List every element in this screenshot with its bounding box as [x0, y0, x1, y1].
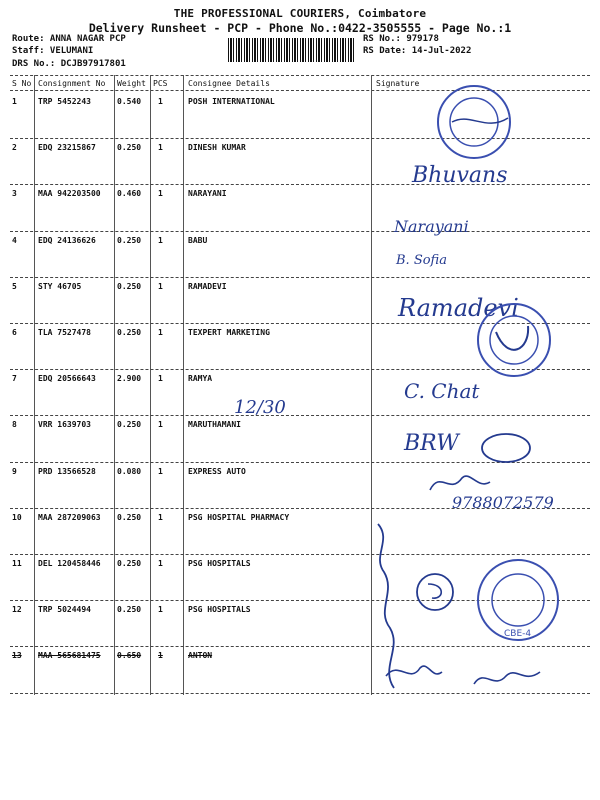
cell-sno: 3: [12, 189, 17, 199]
cell-sno: 4: [12, 235, 17, 245]
signature-row-4: B. Sofia: [396, 253, 447, 268]
cell-pcs: 1: [158, 281, 163, 291]
column-header-signature: Signature: [376, 79, 420, 88]
cell-pcs: 1: [158, 189, 163, 199]
cell-consignment-no: DEL 120458446: [38, 559, 101, 568]
cell-consignment-no: VRR 1639703: [38, 420, 91, 430]
cell-weight: 0.650: [117, 651, 142, 661]
cell-consignee: PSG HOSPITALS: [188, 605, 251, 615]
cell-consignee: BABU: [188, 235, 208, 245]
cell-pcs: 1: [158, 512, 163, 522]
cell-consignment-no: TRP 5452243: [38, 97, 91, 106]
signature-row-3: Narayani: [394, 217, 469, 236]
column-header-pcs: PCS: [153, 79, 168, 88]
cell-consignment-no: TRP 5024494: [38, 605, 91, 615]
cell-pcs: 1: [158, 374, 163, 384]
stamp-city-text: CBE-4: [504, 629, 532, 639]
cell-weight: 0.250: [117, 605, 142, 615]
cell-weight: 2.900: [117, 374, 142, 384]
cell-sno: 2: [12, 143, 17, 153]
cell-consignment-no: MAA 942203500: [38, 189, 101, 199]
cell-weight: 0.250: [117, 512, 142, 522]
cell-consignee: DINESH KUMAR: [188, 143, 246, 153]
cell-sno: 13: [12, 651, 22, 661]
cell-weight: 0.250: [117, 420, 142, 430]
cell-consignment-no: EDQ 20566643: [38, 374, 96, 384]
signature-row-2: Bhuvans: [412, 163, 508, 188]
column-header-consignee: Consignee Details: [188, 79, 270, 88]
cell-pcs: 1: [158, 605, 163, 615]
cell-sno: 1: [12, 97, 17, 106]
staff-label: Staff: VELUMANI: [12, 46, 94, 56]
cell-consignment-no: EDQ 23215867: [38, 143, 96, 153]
cell-consignee: PSG HOSPITAL PHARMACY: [188, 512, 290, 522]
cell-weight: 0.250: [117, 328, 142, 337]
drs-number: DRS No.: DCJB97917801: [12, 59, 126, 69]
cell-consignee: NARAYANI: [188, 189, 227, 199]
cell-consignee: POSH INTERNATIONAL: [188, 97, 275, 106]
cell-pcs: 1: [158, 651, 163, 661]
column-header-sno: S No: [12, 79, 32, 88]
cell-pcs: 1: [158, 143, 163, 153]
signature-row-8: BRW: [404, 431, 459, 456]
cell-sno: 9: [12, 466, 17, 476]
column-header-weight: Weight: [117, 79, 146, 88]
column-header-consignment: Consignment No: [38, 79, 106, 88]
cell-consignee: EXPRESS AUTO: [188, 466, 246, 476]
cell-consignment-no: TLA 7527478: [38, 328, 91, 337]
cell-sno: 10: [12, 512, 22, 522]
cell-pcs: 1: [158, 466, 163, 476]
cell-consignment-no: STY 46705: [38, 281, 82, 291]
cell-sno: 11: [12, 559, 22, 568]
cell-weight: 0.080: [117, 466, 142, 476]
cell-sno: 5: [12, 281, 17, 291]
cell-sno: 8: [12, 420, 17, 430]
cell-weight: 0.250: [117, 235, 142, 245]
cell-weight: 0.540: [117, 97, 142, 106]
cell-consignment-no: EDQ 24136626: [38, 235, 96, 245]
cell-weight: 0.460: [117, 189, 142, 199]
signature-row-7: C. Chat: [404, 379, 480, 403]
rs-date: RS Date: 14-Jul-2022: [363, 46, 472, 56]
signature-row-5: Ramadevi: [398, 294, 519, 322]
psg-hospitals-stamp: [478, 560, 558, 640]
cell-consignee: TEXPERT MARKETING: [188, 328, 270, 337]
cell-weight: 0.250: [117, 559, 142, 568]
cell-consignee: RAMADEVI: [188, 281, 227, 291]
handwritten-note-row-7: 12/30: [234, 397, 286, 418]
posh-stamp: [438, 86, 510, 158]
cell-pcs: 1: [158, 420, 163, 430]
cell-consignee: RAMYA: [188, 374, 213, 384]
cell-consignment-no: MAA 287209063: [38, 512, 101, 522]
runsheet-subtitle: Delivery Runsheet - PCP - Phone No.:0422-3505555 - Page No.:1: [88, 21, 512, 35]
phone-number-row-9: 9788072579: [452, 493, 554, 512]
route-label: Route: ANNA NAGAR PCP: [12, 34, 126, 44]
cell-weight: 0.250: [117, 143, 142, 153]
cell-consignee: MARUTHAMANI: [188, 420, 241, 430]
cell-consignee: ANTON: [188, 651, 213, 661]
company-title: THE PROFESSIONAL COURIERS, Coimbatore: [173, 7, 427, 20]
rs-number: RS No.: 979178: [363, 34, 439, 44]
cell-sno: 7: [12, 374, 17, 384]
cell-pcs: 1: [158, 235, 163, 245]
cell-sno: 12: [12, 605, 22, 615]
cell-pcs: 1: [158, 559, 163, 568]
cell-pcs: 1: [158, 97, 163, 106]
cell-consignment-no: PRD 13566528: [38, 466, 96, 476]
cell-pcs: 1: [158, 328, 163, 337]
cell-weight: 0.250: [117, 281, 142, 291]
cell-consignee: PSG HOSPITALS: [188, 559, 251, 568]
cell-consignment-no: MAA 565681475: [38, 651, 101, 661]
cell-sno: 6: [12, 328, 17, 337]
